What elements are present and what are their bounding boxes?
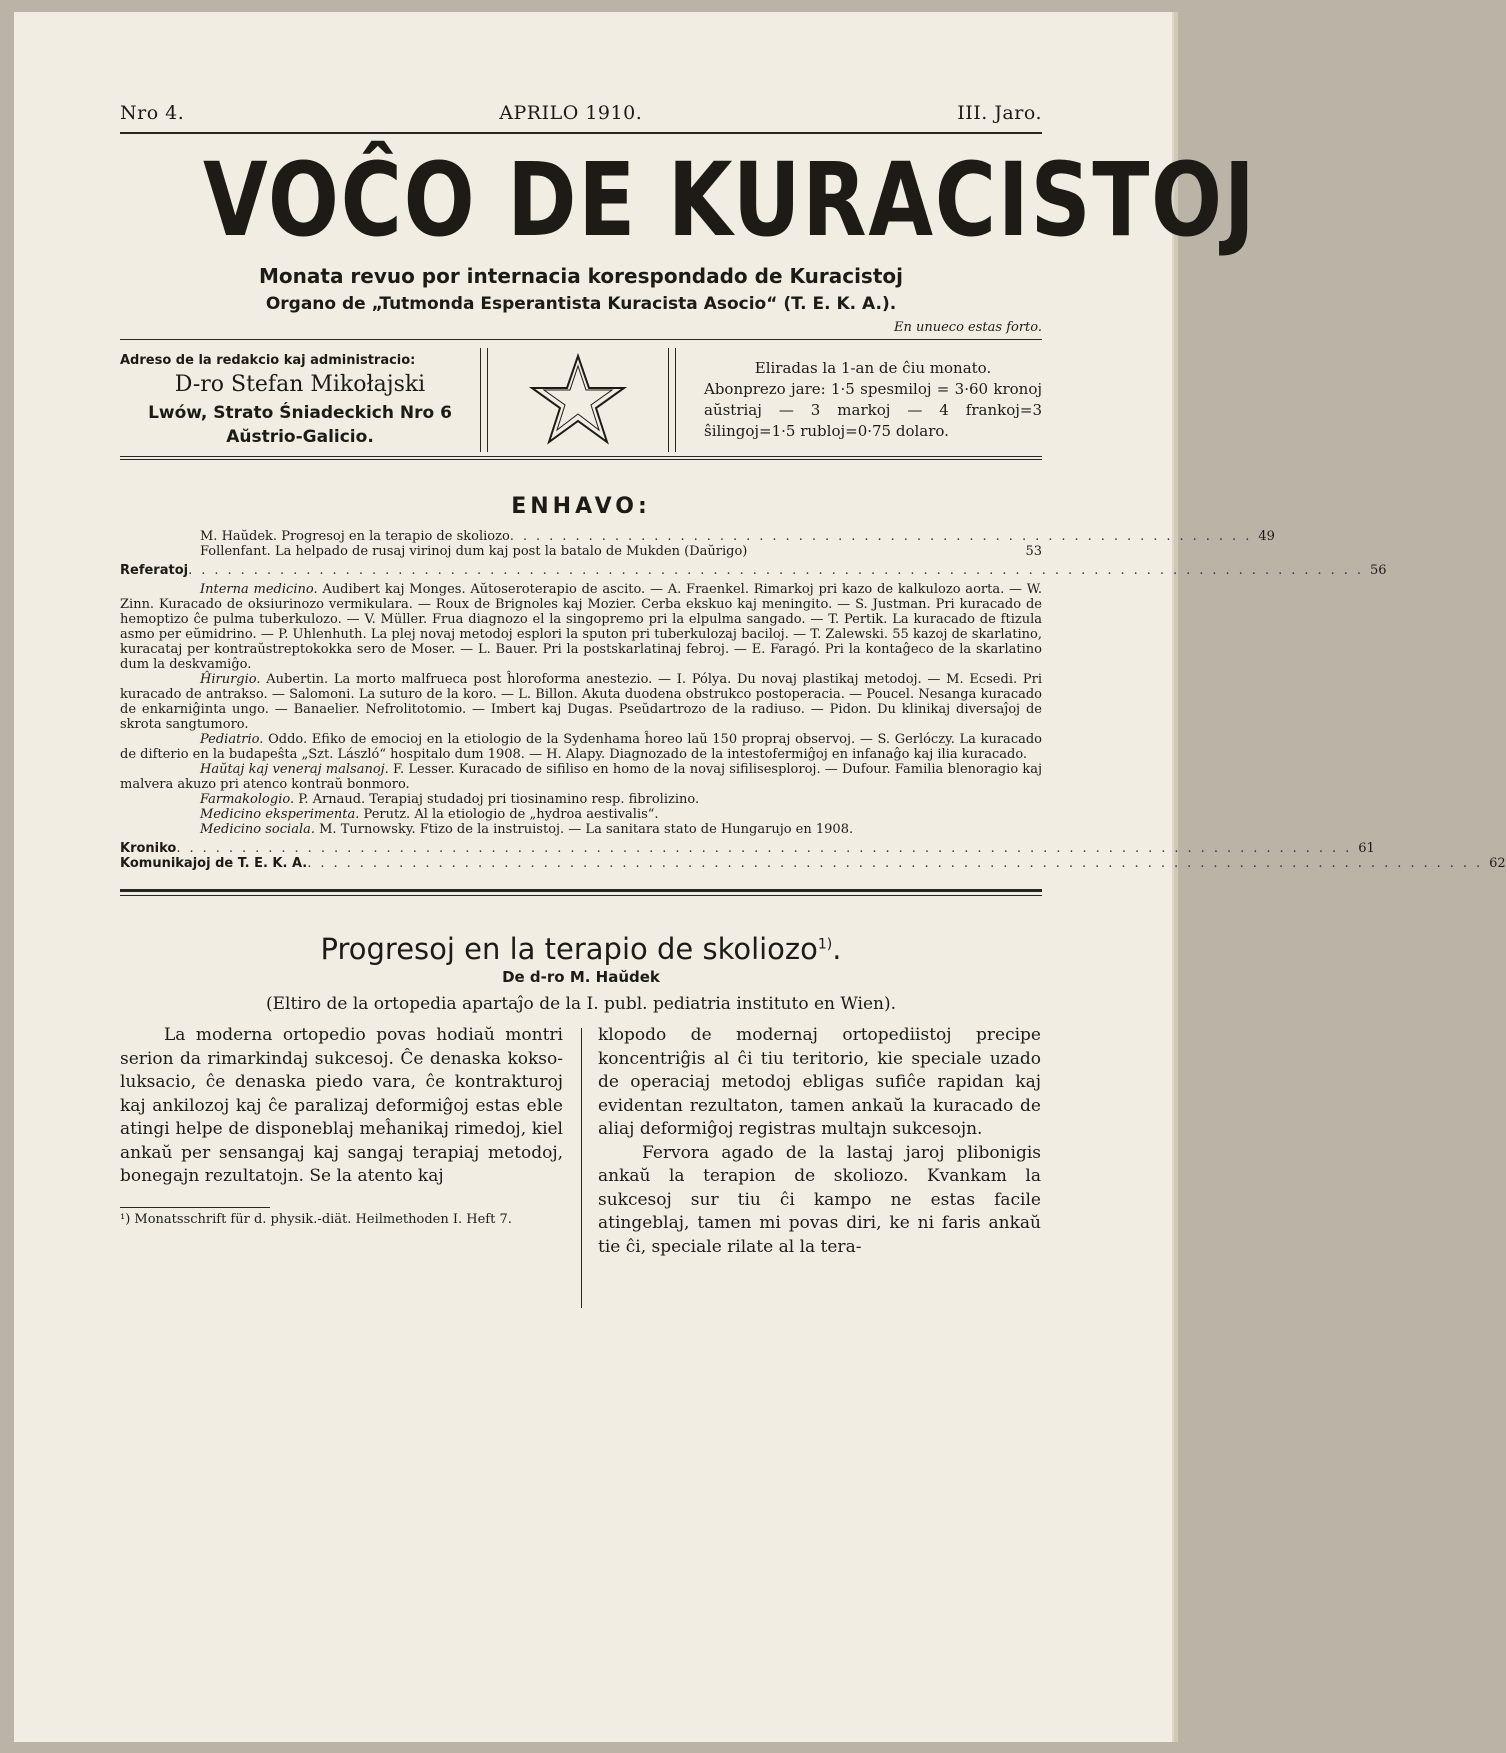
- toc-entry: Kroniko .......................................................................................... 61: [120, 841, 1375, 856]
- toc-entry: Referatoj .......................................................................................... 56: [120, 563, 1387, 578]
- article-body: [120, 1024, 1042, 1308]
- subtitle: Monata revuo por internacia korespondado de Kuracistoj: [259, 264, 903, 288]
- section-rule-thin: [120, 895, 1042, 896]
- editor-name: D-ro Stefan Mikołajski: [174, 372, 426, 397]
- article-source: (Eltiro de la ortopedia apartaĵo de la I. publ. pediatria instituto en Wien).: [265, 994, 897, 1014]
- referatoj-item: Ĥirurgio. Aubertin. La morto malfrueca post ĥloroforma anestezio. — I. Pólya. Du novaj plastikaj metodoj. — M. Ecsedi. Pri kuracado de antrakso. — Salomoni. La suturo de la koro. — L. Billon. Akuta duodena obstrukco postoperacia. — Poucel. Nesanga kuracado de enkarniĝinta ungo. — Banaelier. Nefrolitotomio. — Imbert kaj Dugas. Pseŭdartrozo de la radiuso. — Pidon. Du klinikaj diversaĵoj de skrota sangtumoro.: [120, 672, 1042, 732]
- page-content: [120, 102, 1506, 1308]
- infobox-rule: [120, 456, 1042, 457]
- column-divider: [581, 1028, 582, 1308]
- toc-entry: Komunikajoj de T. E. K. A. .......................................................................................... 62: [120, 856, 1506, 871]
- paragraph: La moderna ortopedio povas hodiaŭ montri serion da rimarkindaj sukcesoj. Ĉe denaska kokso-luksacio, ĉe denaska piedo vara, ĉe kontrakturoj kaj ankilozoj kaj ĉe paralizaj deformiĝoj estas eble atingi helpe de disponeblaj meĥanikaj rimedoj, kiel ankaŭ per sensangaj kaj sangaj terapiaj metodoj, bonegajn rezultatojn. Se la atento kaj: [120, 1025, 563, 1186]
- header-rule: [120, 132, 1042, 134]
- country: Aŭstrio-Galicio.: [226, 427, 374, 447]
- paragraph: klopodo de modernaj ortopediistoj precipe koncentriĝis al ĉi tiu teritorio, kie speciale uzado de operaciaj metodoj ebligas sufiĉe rapidan kaj evidentan rezultaton, tamen ankaŭ la kuracado de aliaj deformiĝoj registras multajn sukcesojn.: [598, 1025, 1041, 1139]
- issue-header: [120, 102, 1042, 124]
- newspaper-page: [14, 12, 1506, 1742]
- organ-line: Organo de „Tutmonda Esperantista Kuracista Asocio“ (T. E. K. A.).: [265, 294, 897, 314]
- referatoj-item: Farmakologio. P. Arnaud. Terapiaj studadoj pri tiosinamino resp. fibrolizino.: [200, 792, 700, 807]
- issue-date: APRILO 1910.: [499, 102, 643, 124]
- pricing-block: [676, 358, 1042, 442]
- toc-entry: Follenfant. La helpado de rusaj virinoj dum kaj post la batalo de Mukden (Daŭrigo) 53: [200, 544, 1042, 559]
- article-author: De d-ro M. Haŭdek: [502, 968, 660, 986]
- referatoj-item: Interna medicino. Audibert kaj Monges. Aŭtoseroterapio de ascito. — A. Fraenkel. Rimarkoj pri kazo de kalkulozo aorta. — W. Zinn. Kuracado de oksiurinozo vermikulara. — Roux de Brignoles kaj Mozier. Cerba ekskuo kaj meningito. — S. Justman. Pri kuracado de hemoptizo ĉe pulma tuberkulozo. — V. Müller. Frua diagnozo el la singopremo pri la elpulma sangado. — T. Pertik. La kuracado de ftizula asmo per eŭmidrino. — P. Uhlenhuth. La plej novaj metodoj esplori la sputon pri tuberkulozaj baciloj. — T. Zalewski. 55 kazoj de skarlatino, kuracataj per kontraŭstreptokokka sero de Moser. — L. Bauer. Pri la postskarlatinaj febroj. — E. Faragó. Pri la kontaĝeco de la skarlatino dum la deskvamiĝo.: [120, 582, 1042, 672]
- referatoj-item: Pediatrio. Oddo. Efiko de emocioj en la etiologio de la Sydenhama ĥoreo laŭ 150 propraj observoj. — S. Gerlóczy. La kuracado de difterio en la budapeŝta „Szt. László“ hospitalo dum 1908. — H. Alapy. Diagnozado de la intestofermiĝoj en infanaĝo kaj ilia kuracado.: [120, 732, 1042, 762]
- masthead-title: VOĈO DE KURACISTOJ: [202, 141, 1257, 260]
- street-address: Lwów, Strato Śniadeckich Nro 6: [148, 403, 452, 423]
- article-column-left: [120, 1024, 563, 1308]
- issue-number: Nro 4.: [120, 102, 185, 124]
- section-rule: [120, 889, 1042, 892]
- pricing-frequency: Eliradas la 1-an de ĉiu monato.: [754, 359, 992, 377]
- issue-year: III. Jaro.: [957, 102, 1042, 124]
- referatoj-item: Haŭtaj kaj veneraj malsanoj. F. Lesser. Kuracado de sifiliso en homo de la novaj sifilisesploroj. — Dufour. Familia blenoragio kaj malvera akuzo pri atenco kontraŭ bonmoro.: [120, 762, 1042, 792]
- motto: En unueco estas forto.: [894, 320, 1042, 335]
- footnote: ¹) Monatsschrift für d. physik.-diät. Heilmethoden I. Heft 7.: [120, 1211, 512, 1227]
- article-column-right: [598, 1024, 1041, 1308]
- pricing-rates: Abonprezo jare: 1·5 spesmiloj = 3·60 kronoj aŭstriaj — 3 markoj — 4 frankoj=3 ŝilingoj=1·5 rubloj=0·75 dolaro.: [704, 380, 1042, 440]
- infobox-rule-2: [120, 459, 1042, 460]
- article-title: Progresoj en la terapio de skoliozo$^{1)}$.: [320, 932, 842, 966]
- divider-right: [668, 348, 676, 452]
- star-emblem: [488, 352, 668, 448]
- referatoj-item: Medicino sociala. M. Turnowsky. Ftizo de la instruistoj. — La sanitara stato de Hungarujo en 1908.: [200, 822, 854, 837]
- paragraph: Fervora agado de la lastaj jaroj plibonigis ankaŭ la terapion de skoliozo. Kvankam la sukcesoj sur tiu ĉi kampo ne estas facile atingeblaj, tamen mi povas diri, ke ni faris ankaŭ tie ĉi, speciale rilate al la tera-: [598, 1142, 1041, 1257]
- toc-entry: M. Haŭdek. Progresoj en la terapio de skoliozo ......................................................... 49: [200, 529, 1275, 544]
- info-box: [120, 346, 1042, 454]
- address-label: Adreso de la redakcio kaj administracio:: [120, 353, 416, 368]
- divider-left: [480, 348, 488, 452]
- motto-rule: [120, 339, 1042, 340]
- address-block: [120, 353, 480, 447]
- toc-title: ENHAVO:: [511, 494, 651, 519]
- referatoj-item: Medicino eksperimenta. Perutz. Al la etiologio de „hydroa aestivalis“.: [200, 807, 659, 822]
- esperanto-star-icon: [528, 352, 628, 448]
- footnote-mark: 1): [817, 936, 833, 953]
- table-of-contents: [120, 529, 1506, 871]
- referatoj-list: [120, 582, 1042, 837]
